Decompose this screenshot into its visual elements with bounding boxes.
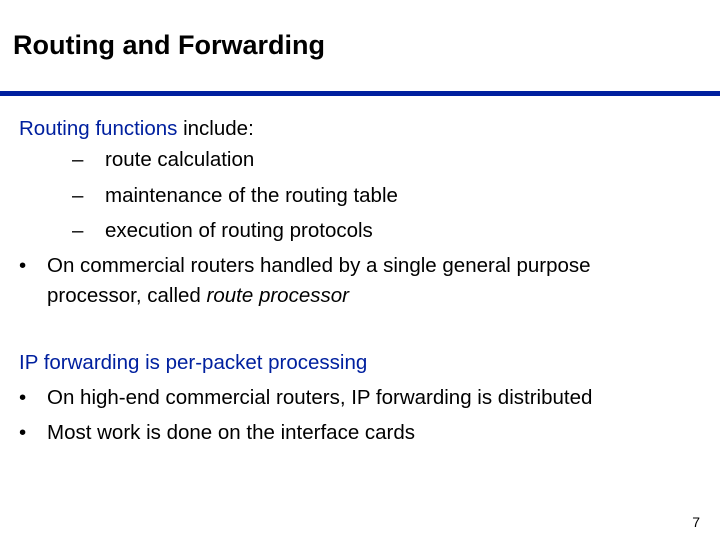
- dash-marker: –: [72, 219, 84, 242]
- dash-marker: –: [72, 148, 84, 171]
- sub-item-text: maintenance of the routing table: [105, 184, 398, 207]
- bullet-marker: •: [19, 254, 27, 277]
- section-forwarding-heading: IP forwarding is per-packet processing: [19, 351, 368, 374]
- route-processor-term: route processor: [206, 284, 349, 307]
- bullet-text: On high-end commercial routers, IP forwarding is distributed: [47, 386, 593, 409]
- dash-marker: –: [72, 184, 84, 207]
- page-number: 7: [692, 514, 700, 530]
- page-title: Routing and Forwarding: [13, 30, 325, 60]
- title-underline: [0, 91, 720, 96]
- bullet-commercial-routers-cont: [47, 284, 349, 308]
- bullet-text-continued: processor, called: [47, 284, 207, 307]
- sub-item-text: execution of routing protocols: [105, 219, 373, 242]
- bullet-marker: •: [19, 386, 27, 409]
- bullet-text: Most work is done on the interface cards: [47, 421, 416, 444]
- sub-item-text: route calculation: [105, 148, 255, 171]
- section-routing-heading: [19, 117, 254, 141]
- bullet-text: On commercial routers handled by a single general purpose: [47, 254, 591, 277]
- routing-heading-rest: include:: [177, 117, 254, 140]
- bullet-marker: •: [19, 421, 27, 444]
- routing-functions-highlight: Routing functions: [19, 117, 178, 140]
